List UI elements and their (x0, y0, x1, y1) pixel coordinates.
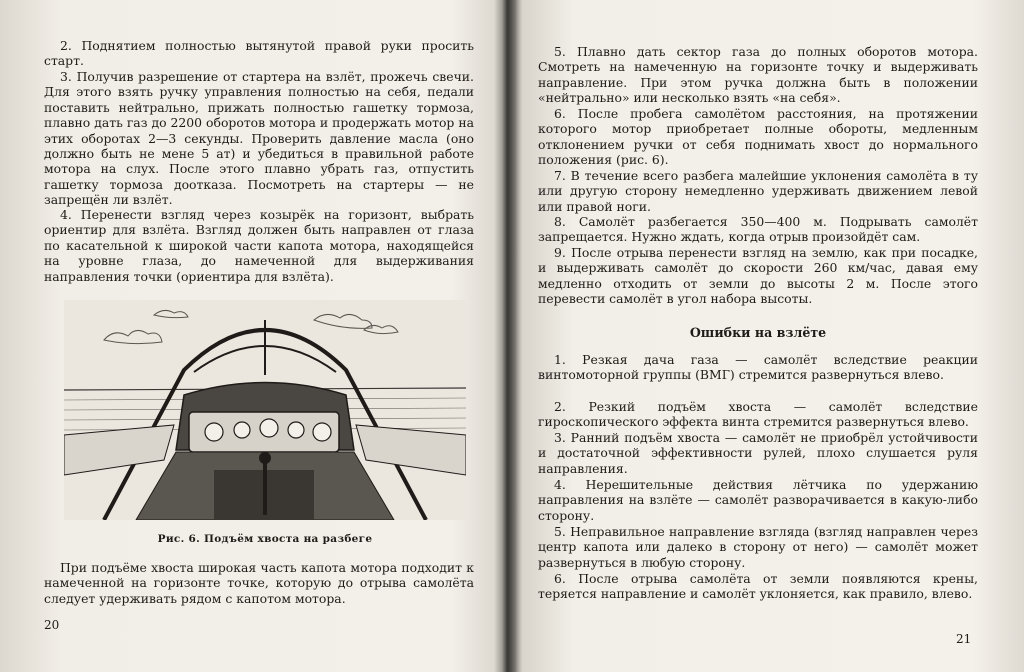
left-paragraph-2: 3. Получив разрешение от стартера на взлёт, прожечь свечи. Для этого взять ручку управления полностью на себя, педали поставить нейтрально, прижать полностью гашетку тормоза, плавно дать газ до 2200 оборотов мотора и продержать мотор на этих оборотах 2—3 секунды. Проверить давление масла (оно должно быть не мене 5 ат) и убедиться в правильной работе мотора на слух. После этого плавно убрать газ, отпустить гашетку тормоза доотказа. Посмотреть на стартеры — не запрещён ли взлёт. (44, 69, 474, 208)
right-paragraph-9: 9. После отрыва перенести взгляд на землю, как при посадке, и выдерживать самолёт до скорости 260 км/час, давая ему медленно отходить от земли до высоты 2 м. После этого перевести самолёт в угол набора высоты. (538, 245, 978, 307)
left-paragraph-3: 4. Перенести взгляд через козырёк на горизонт, выбрать ориентир для взлёта. Взгляд должен быть направлен от глаза по касательной к широкой части капота мотора, находящейся на уровне глаза, до намеченной для выдерживания направления точки (ориентира для взлёта). (44, 207, 474, 284)
right-paragraph-6: 6. После пробега самолётом расстояния, на протяжении которого мотор приобретает полные обороты, медленным отклонением ручки от себя поднимать хвост до нормального положения (рис. 6). (538, 106, 978, 168)
page-number-right: 21 (956, 632, 972, 646)
right-paragraph-5: 5. Плавно дать сектор газа до полных оборотов мотора. Смотреть на намеченную на горизонте точку и выдерживать направление. При этом ручка должна быть в положении «нейтрально» или несколько взять «на себя». (538, 44, 978, 106)
cockpit-illustration (64, 300, 466, 520)
left-paragraph-4: При подъёме хвоста широкая часть капота мотора подходит к намеченной на горизонте точке, которую до отрыва самолёта следует удерживать рядом с капотом мотора. (44, 560, 474, 606)
right-paragraph-8: 8. Самолёт разбегается 350—400 м. Подрывать самолёт запрещается. Нужно ждать, когда отрыв произойдёт сам. (538, 214, 978, 245)
section-heading: Ошибки на взлёте (689, 325, 827, 340)
left-paragraph-1: 2. Поднятием полностью вытянутой правой руки просить старт. (44, 38, 474, 69)
right-page (512, 0, 1024, 672)
error-item-6: 6. После отрыва самолёта от земли появляются крены, теряется направление и самолёт уклоняется, как правило, влево. (538, 571, 978, 602)
right-paragraph-7: 7. В течение всего разбега малейшие уклонения самолёта в ту или другую сторону немедленно удерживать движением левой или правой ноги. (538, 168, 978, 214)
error-item-4: 4. Нерешительные действия лётчика по удержанию направления на взлёте — самолёт разворачивается в какую-либо сторону. (538, 477, 978, 523)
error-item-1: 1. Резкая дача газа — самолёт вследствие реакции винтомоторной группы (ВМГ) стремится развернуться влево. (538, 352, 978, 383)
error-item-2: 2. Резкий подъём хвоста — самолёт вследствие гироскопического эффекта винта стремится развернуться влево. (538, 399, 978, 430)
figure-caption: Рис. 6. Подъём хвоста на разбеге (157, 533, 373, 545)
error-item-3: 3. Ранний подъём хвоста — самолёт не приобрёл устойчивости и достаточной эффективности рулей, плохо слушается руля направления. (538, 430, 978, 476)
page-number-left: 20 (44, 618, 60, 632)
error-item-5: 5. Неправильное направление взгляда (взгляд направлен через центр капота или далеко в сторону от него) — самолёт может развернуться в любую сторону. (538, 524, 978, 570)
left-page (0, 0, 500, 672)
